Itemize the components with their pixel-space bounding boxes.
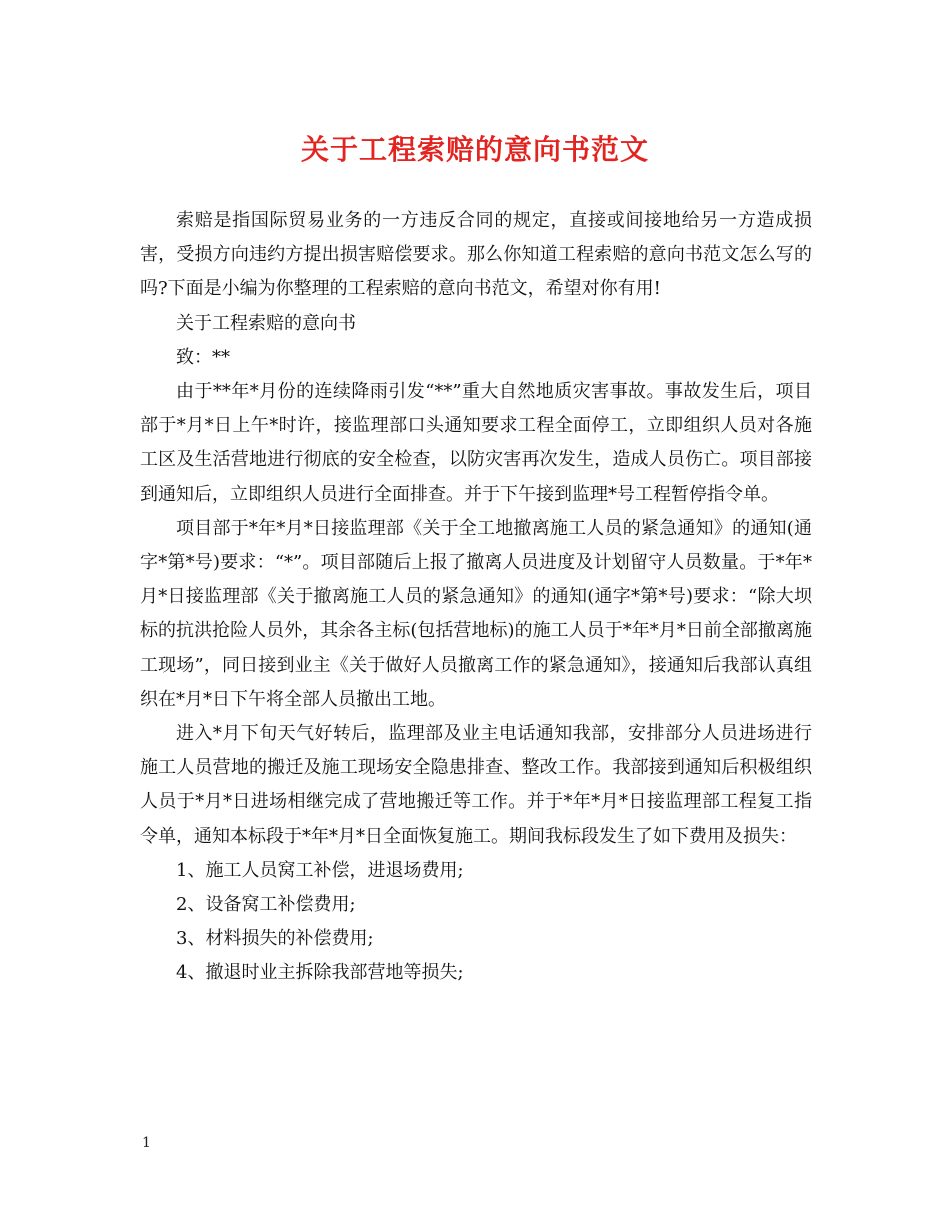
letter-heading: 关于工程索赔的意向书 [176,312,356,334]
document-body [140,204,812,991]
list-item: 1、施工人员窝工补偿，进退场费用; [176,859,464,881]
intro-paragraph: 索赔是指国际贸易业务的一方违反合同的规定，直接或间接地给另一方造成损害，受损方向违约方提出损害赔偿要求。那么你知道工程索赔的意向书范文怎么写的吗?下面是小编为你整理的工程索赔的意向书范文，希望对你有用! [140,210,812,300]
list-item: 2、设备窝工补偿费用; [176,894,356,916]
body-paragraph: 进入*月下旬天气好转后，监理部及业主电话通知我部，安排部分人员进场进行施工人员营地的搬迁及施工现场安全隐患排查、整改工作。我部接到通知后积极组织人员于*月*日进场相继完成了营地搬迁等工作。并于*年*月*日接监理部工程复工指令单，通知本标段于*年*月*日全面恢复施工。期间我标段发生了如下费用及损失： [140,723,812,847]
body-paragraph: 由于**年*月份的连续降雨引发“**”重大自然地质灾害事故。事故发生后，项目部于*月*日上午*时许，接监理部口头通知要求工程全面停工，立即组织人员对各施工区及生活营地进行彻底的安全检查，以防灾害再次发生，造成人员伤亡。项目部接到通知后，立即组织人员进行全面排查。并于下午接到监理*号工程暂停指令单。 [140,381,812,505]
body-paragraph: 项目部于*年*月*日接监理部《关于全工地撤离施工人员的紧急通知》的通知(通字*第*号)要求：“*”。项目部随后上报了撤离人员进度及计划留守人员数量。于*年*月*日接监理部《关于撤离施工人员的紧急通知》的通知(通字*第*号)要求：“除大坝标的抗洪抢险人员外，其余各主标(包括营地标)的施工人员于*年*月*日前全部撤离施工现场”，同日接到业主《关于做好人员撤离工作的紧急通知》，接通知后我部认真组织在*月*日下午将全部人员撤出工地。 [140,517,812,710]
document-title: 关于工程索赔的意向书范文 [300,133,649,166]
page-number: 1 [142,1135,151,1151]
list-item: 4、撤退时业主拆除我部营地等损失; [176,962,464,984]
list-item: 3、材料损失的补偿费用; [176,928,374,950]
letter-recipient: 致：** [176,346,230,368]
